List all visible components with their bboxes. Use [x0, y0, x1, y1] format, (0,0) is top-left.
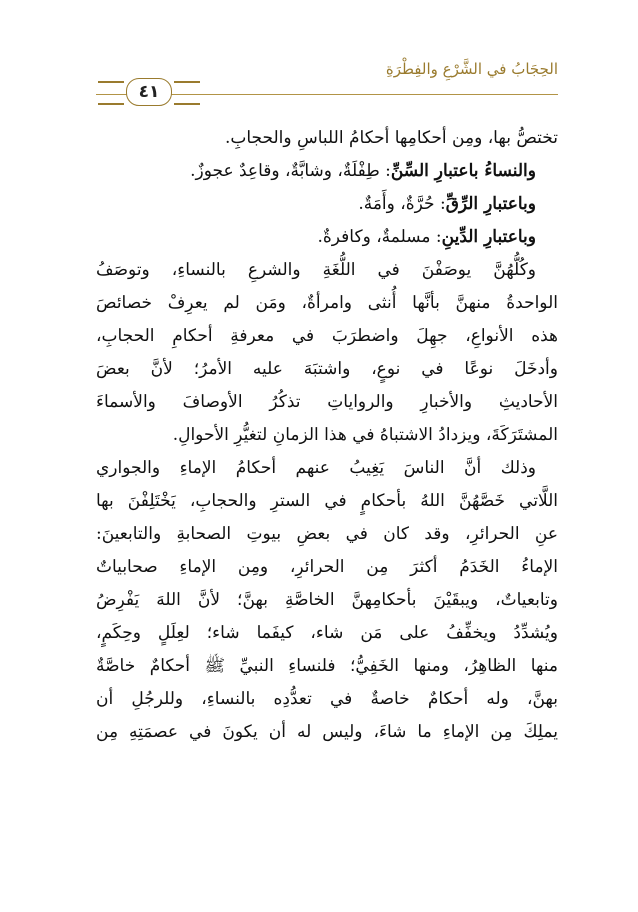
text-line: المشتَرَكَةَ، ويزدادُ الاشتباهُ في هذا الزمانِ لتغيُّرِ الأحوالِ. — [172, 425, 558, 445]
text-line: وتابعياتٌ، ويبقَيْنَ بأحكامِهنَّ الخاصَّةِ بهنَّ؛ لأنَّ اللهَ يَفْرِضُ — [96, 590, 558, 610]
text-line: الأحاديثِ والأخبارِ والرواياتِ تذكُرُ الأوصافَ والأسماءَ — [96, 392, 558, 412]
page-number-ornament-left — [98, 81, 124, 105]
text-line: اللَّاتي خَصَّهُنَّ اللهُ بأحكامٍ في السترِ والحجابِ، يَخْتَلِفْنَ بها — [96, 491, 558, 511]
text-line: الواحدةُ منهنَّ بأنَّها أُنثى وامرأةٌ، ومَن لم يعرِفْ خصائصَ — [96, 293, 558, 313]
text-line: ويُشدِّدُ ويخفِّفُ على مَن شاء، كيفَما شاء؛ لعِلَلٍ وحِكَمٍ، — [96, 623, 558, 643]
term-text: : طِفْلَةٌ، وشابَّةٌ، وقاعِدٌ عجوزٌ. — [190, 161, 391, 181]
page-number-ornament-right — [174, 81, 200, 105]
text-line: يملِكَ مِن الإماءِ ما شاءَ، وليس له أن يكونَ في عصمَتِهِ مِن — [96, 722, 558, 742]
term-heading: والنساءُ باعتبارِ السِّنِّ — [390, 161, 536, 181]
text-line: وكُلُّهُنَّ يوصَفْنَ في اللُّغَةِ والشرعِ بالنساءِ، وتوصَفُ — [96, 260, 536, 280]
main-text — [96, 122, 558, 749]
text-line — [96, 221, 558, 254]
text-line: هذه الأنواعِ، جهِلَ واضطرَبَ في معرفةِ أحكامِ الحجابِ، — [96, 326, 558, 346]
text-line: وذلك أنَّ الناسَ يَغِيبُ عنهم أحكامُ الإماءِ والجواري — [96, 458, 537, 478]
text-line: تختصُّ بها، ومِن أحكامِها أحكامُ اللباسِ والحجابِ. — [224, 128, 558, 148]
term-heading: وباعتبارِ الدِّينِ — [441, 227, 536, 247]
page-number: ٤١ — [126, 78, 172, 106]
text-line: وأدخَلَ نوعًا في نوعٍ، واشتبَهَ عليه الأمرُ؛ لأنَّ بعضَ — [96, 359, 558, 379]
text-line — [96, 155, 558, 188]
term-text: : مسلمةٌ، وكافرةٌ. — [317, 227, 442, 247]
term-text: : حُرَّةٌ، وأَمَةٌ. — [358, 194, 446, 214]
text-line — [96, 188, 558, 221]
running-title: الحِجَابُ في الشَّرْعِ والفِطْرَةِ — [385, 60, 558, 78]
text-line: بهنَّ، وله أحكامٌ خاصةٌ في تعدُّدِه بالنساءِ، وللرجُلِ أن — [96, 689, 558, 709]
text-line: الإماءُ الخَدَمُ أكثرَ مِن الحرائرِ، ومِن الإماءِ صحابياتٌ — [96, 557, 558, 577]
term-heading: وباعتبارِ الرِّقِّ — [445, 194, 536, 214]
text-line: منها الظاهِرُ، ومنها الخَفِيُّ؛ فلنساءِ النبيِّ ﷺ أحكامٌ خاصَّةٌ — [96, 656, 558, 676]
text-line: عنِ الحرائرِ، وقد كان في بعضِ بيوتِ الصحابةِ والتابعينَ: — [96, 524, 558, 544]
page-header — [96, 60, 558, 108]
